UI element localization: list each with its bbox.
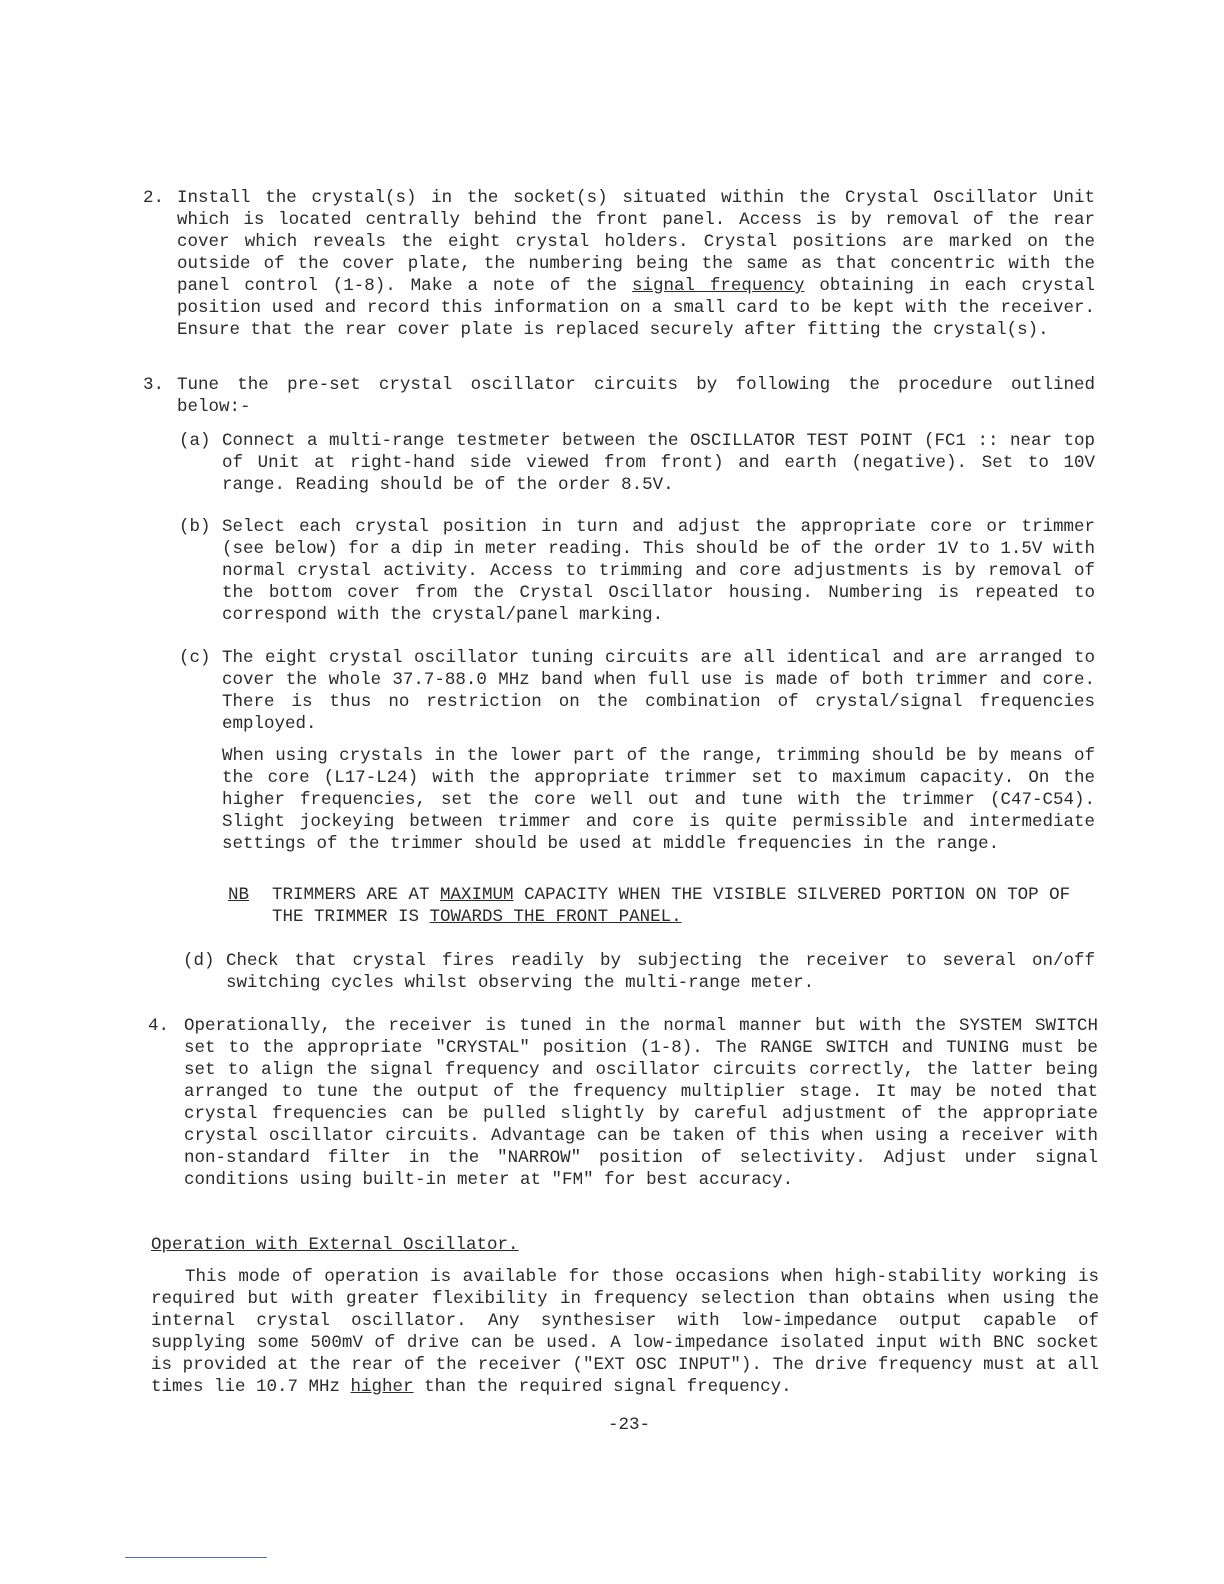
- item-3c: [179, 647, 1095, 865]
- item-3: [143, 374, 1095, 418]
- item-3b-text: Select each crystal position in turn and adjust the appropriate core or trimmer (see below) for a dip in meter reading. This should be of the order 1V to 1.5V with normal crystal activity. Access to trimming and core adjustments is by removal of the bottom cover from the Crystal Oscillator housing. Numbering is repeated to correspond with the crystal/panel marking.: [222, 517, 1095, 625]
- nb-line1-b: CAPACITY WHEN THE VISIBLE SILVERED PORTION ON TOP OF: [524, 885, 1071, 905]
- section-heading: Operation with External Oscillator.: [151, 1235, 519, 1255]
- item-3a-label: (a): [179, 431, 211, 451]
- item-3d-label: (d): [183, 951, 215, 971]
- nb-label: NB: [228, 885, 250, 905]
- signal-frequency-underlined: signal frequency: [632, 276, 805, 296]
- nb-front-panel-underlined: TOWARDS THE FRONT PANEL.: [429, 907, 682, 927]
- item-3d-text: Check that crystal fires readily by subjecting the receiver to several on/off switching cycles whilst observing the multi-range meter.: [226, 951, 1095, 993]
- nb-line2-a: THE TRIMMER IS: [272, 907, 420, 927]
- external-text: This mode of operation is available for those occasions when high-stability working is required but with greater flexibility in frequency selection than obtains when using the internal crystal oscillator. Any synthesiser with low-impedance output capable of supplying some 500mV of drive can be used. A low-impedance isolated input with BNC socket is provided at the rear of the receiver ("EXT OSC INPUT"). The drive frequency must at all times lie 10.7 MHz: [151, 1267, 1099, 1397]
- item-3c-text: The eight crystal oscillator tuning circuits are all identical and are arranged to cover the whole 37.7-88.0 MHz band when full use is made of both trimmer and core. There is thus no restriction on the combination of crystal/signal frequencies employed.: [222, 648, 1095, 734]
- item-3c-text2: When using crystals in the lower part of the range, trimming should be by means of the core (L17-L24) with the appropriate trimmer set to maximum capacity. On the higher frequencies, set the core well out and tune with the trimmer (C47-C54). Slight jockeying between trimmer and core is quite permissible and intermediate settings of the trimmer should be used at middle frequencies in the range.: [222, 746, 1095, 854]
- item-3a-text: Connect a multi-range testmeter between the OSCILLATOR TEST POINT (FC1 :: near top of Unit at right-hand side viewed from front) and earth (negative). Set to 10V range. Reading should be of the order 8.5V.: [222, 431, 1095, 495]
- item-3c-label: (c): [179, 648, 211, 668]
- item-4-text: Operationally, the receiver is tuned in the normal manner but with the SYSTEM SWITCH set to the appropriate "CRYSTAL" position (1-8). The RANGE SWITCH and TUNING must be set to align the signal frequency and oscillator circuits correctly, the latter being arranged to tune the output of the frequency multiplier stage. It may be noted that crystal frequencies can be pulled slightly by careful adjustment of the appropriate crystal oscillator circuits. Advantage can be taken of this when using a receiver with non-standard filter in the "NARROW" position of selectivity. Adjust under signal conditions using built-in meter at "FM" for best accuracy.: [184, 1016, 1098, 1190]
- nb-line-1: [272, 884, 1070, 906]
- nb-maximum-underlined: MAXIMUM: [440, 885, 514, 905]
- external-text-cont: than the required signal frequency.: [424, 1377, 792, 1397]
- item-3d: [183, 950, 1095, 994]
- item-3-number: 3.: [143, 375, 165, 395]
- external-oscillator-paragraph: [151, 1266, 1099, 1398]
- footnote-rule: [125, 1557, 267, 1558]
- nb-line1-a: TRIMMERS ARE AT: [272, 885, 430, 905]
- page-number: -23-: [608, 1415, 651, 1435]
- item-3a: [179, 430, 1095, 496]
- item-4: [148, 1015, 1098, 1191]
- item-3b: [179, 516, 1095, 626]
- item-2: [143, 187, 1095, 341]
- nb-line-2: [272, 906, 682, 928]
- item-3-text: Tune the pre-set crystal oscillator circuits by following the procedure outlined below:-: [177, 375, 1095, 417]
- item-2-text: Install the crystal(s) in the socket(s) situated within the Crystal Oscillator Unit which is located centrally behind the front panel. Access is by removal of the rear cover which reveals the eight crystal holders. Crystal positions are marked on the outside of the cover plate, the numbering being the same as that concentric with the panel control (1-8). Make a note of the: [177, 188, 1095, 296]
- item-4-number: 4.: [148, 1016, 170, 1036]
- higher-underlined: higher: [350, 1377, 414, 1397]
- item-3b-label: (b): [179, 517, 211, 537]
- item-2-text-cont: obtaining in each crystal position used and record this information on a small card to be kept with the receiver. Ensure that the rear cover plate is replaced securely after fitting the crystal(s).: [177, 276, 1095, 340]
- item-2-number: 2.: [143, 188, 165, 208]
